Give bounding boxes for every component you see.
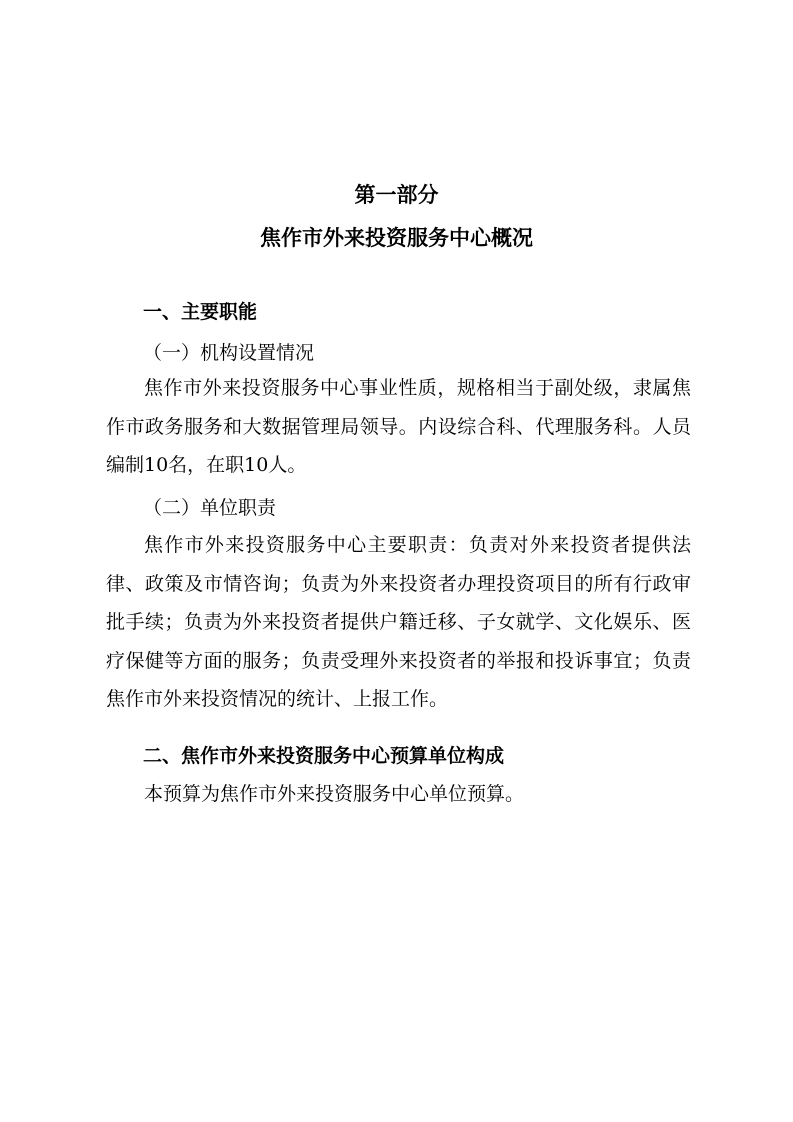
subsection-2-heading: （二）单位职责 xyxy=(143,497,277,519)
part-title: 第一部分 xyxy=(354,183,439,207)
overview-title: 焦作市外来投资服务中心概况 xyxy=(260,226,533,250)
section-2-text: 本预算为焦作市外来投资服务中心单位预算。 xyxy=(144,783,525,805)
subsection-1-heading: （一）机构设置情况 xyxy=(143,342,315,364)
subsection-2-text: 焦作市外来投资服务中心主要职责：负责对外来投资者提供法律、政策及市情咨询；负责为外来投资者办理投资项目的所有行政审批手续；负责为外来投资者提供户籍迁移、子女就学、文化娱乐、医疗保健等方面的服务；负责受理外来投资者的举报和投诉事宜；负责焦作市外来投资情况的统计、上报工作。 xyxy=(106,534,691,710)
subsection-1-text: 焦作市外来投资服务中心事业性质，规格相当于副处级，隶属焦作市政务服务和大数据管理局领导。内设综合科、代理服务科。人员编制10名，在职10人。 xyxy=(106,377,691,476)
section-1-heading: 一、主要职能 xyxy=(143,301,258,323)
section-2-heading: 二、焦作市外来投资服务中心预算单位构成 xyxy=(143,745,505,767)
